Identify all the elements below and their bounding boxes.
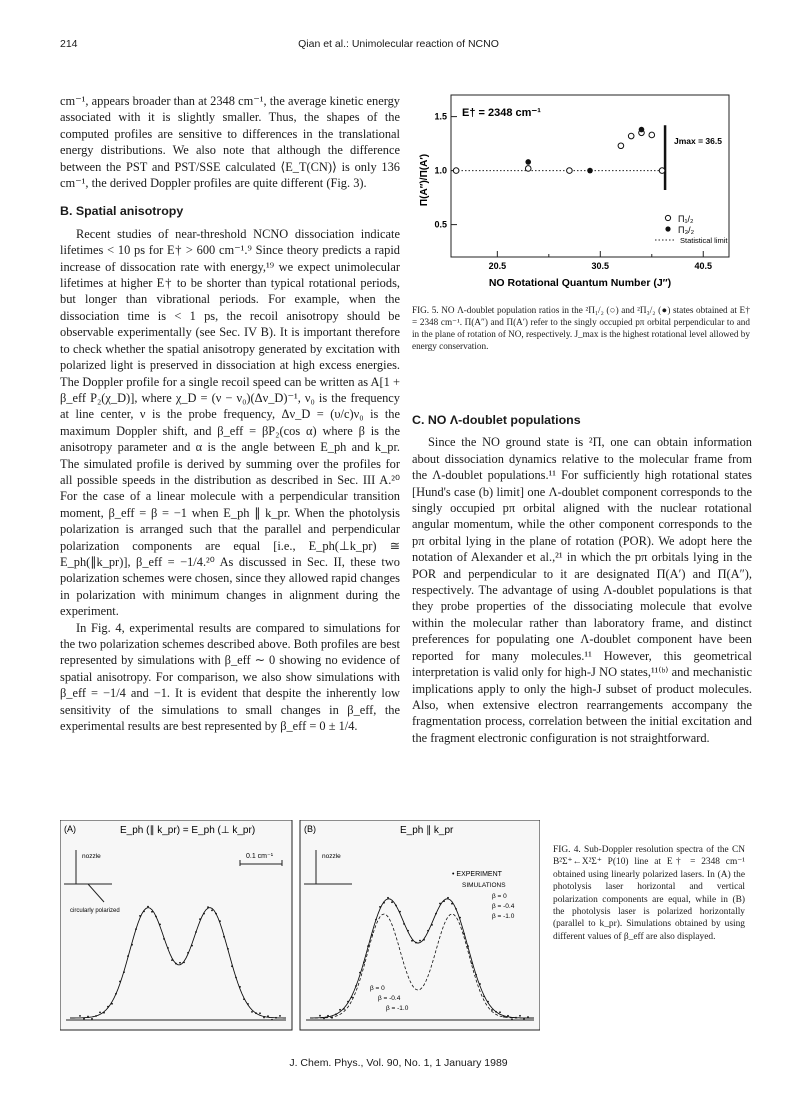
experiment-point — [259, 1012, 261, 1014]
experiment-point — [239, 986, 241, 988]
experiment-point — [483, 996, 485, 998]
experiment-point — [267, 1015, 269, 1017]
point-pi-3-2 — [587, 168, 593, 174]
point-pi-1-2 — [649, 132, 655, 138]
experiment-point — [319, 1015, 321, 1017]
experiment-point — [415, 942, 417, 944]
experiment-point — [163, 938, 165, 940]
experiment-point — [403, 923, 405, 925]
y-tick-label: 1.0 — [434, 165, 447, 176]
experiment-point — [451, 903, 453, 905]
experiment-point — [207, 906, 209, 908]
experiment-point — [83, 1018, 85, 1020]
figure-5-chart — [412, 92, 750, 302]
axes-ticks — [434, 112, 712, 271]
figure-4-caption: FIG. 4. Sub-Doppler resolution spectra of the CN B²Σ⁺←X²Σ⁺ P(10) line at E† = 2348 cm⁻¹ obtained using linearly polarized lasers. In (A) the photolysis laser horizontal and vertical polarization components are equal, while in (B) the photolysis laser is polarized horizontally (parallel to k_pr). Simulations obtained by using different values of β_eff are also displayed. — [553, 845, 745, 942]
point-pi-1-2 — [525, 166, 531, 172]
x-tick-label: 20.5 — [488, 261, 507, 271]
point-pi-1-2 — [628, 133, 634, 139]
experiment-point — [459, 917, 461, 919]
experiment-point — [171, 959, 173, 961]
experiment-point — [99, 1012, 101, 1014]
experiment-point — [447, 897, 449, 899]
experiment-point — [391, 901, 393, 903]
curve-label: β = 0 — [370, 985, 385, 992]
experiment-point — [339, 1009, 341, 1011]
page-number: 214 — [60, 38, 78, 50]
experiment-point — [367, 945, 369, 947]
nozzle-label: nozzle — [322, 853, 341, 860]
curve-label: β = -0.4 — [378, 995, 401, 1002]
experiment-point — [279, 1015, 281, 1017]
legend-label: Π₃/₂ — [678, 225, 695, 235]
x-axis-label: NO Rotational Quantum Number (J″) — [488, 277, 672, 289]
experiment-point — [227, 948, 229, 950]
paragraph: Recent studies of near-threshold NCNO dissociation indicate lifetimes < 10 ps for E† > 600 cm⁻¹.⁹ Since theory predicts a rapid increase of dissocation rate with energy,¹⁹ we expect unimolecular lifetimes at higher E† to be shorter than typical rotational periods, but longer than vibrational periods. For example, when the dissociation time is < 1 ps, the recoil anisotropy should be observable experimentally (see Sec. IV B). It is important therefore to check whether the spatial anisotropy generated by excitation with polarized light is preserved in dissociation at high excess energies. The Doppler profile for a single recoil speed can be written as A[1 + β_eff P₂(χ_D)], where χ_D = (ν − ν₀)(Δν_D)⁻¹, ν₀ is the frequency at line center, ν is the probe frequency, Δν_D = (υ/c)ν₀ is the maximum Doppler shift, and β_eff = βP₂(cos α) where β is the anisotropy parameter and α is the angle between E_ph and k_pr. The simulated profile is derived by summing over the profiles for all possible speeds in the distribution as described in Sec. III A.²⁰ For the case of a linear molecule with a perpendicular transition moment, β_eff = β = −1 when E_ph ∥ k_pr. When the photolysis polarization is arranged such that the parallel and perpendicular polarization components are equal [i.e., E_ph(⊥k_pr) ≅ E_ph(∥k_pr)], β_eff = −1/4.²⁰ As discussed in Sec. II, these two polarization schemes were chosen, since they allowed rapid changes in polarization with minimum changes in alignment during the experiment. — [60, 226, 400, 619]
experiment-point — [411, 940, 413, 942]
experiment-point — [119, 981, 121, 983]
experiment-point — [351, 997, 353, 999]
footer: J. Chem. Phys., Vol. 90, No. 1, 1 January 1989 — [289, 1057, 508, 1069]
point-pi-1-2 — [453, 168, 459, 174]
experiment-point — [435, 913, 437, 915]
experiment-point — [331, 1017, 333, 1019]
experiment-point — [439, 903, 441, 905]
experiment-point — [247, 1003, 249, 1005]
y-tick-label: 0.5 — [434, 219, 447, 230]
experiment-point — [419, 940, 421, 942]
experiment-point — [139, 915, 141, 917]
experiment-point — [431, 924, 433, 926]
experiment-point — [515, 1017, 517, 1019]
experiment-point — [143, 911, 145, 913]
polarization-label: circularly polarized — [70, 908, 120, 914]
experiment-point — [167, 947, 169, 949]
experiment-point — [495, 1011, 497, 1013]
experiment-point — [347, 1001, 349, 1003]
experiment-point — [127, 955, 129, 957]
experiment-point — [327, 1015, 329, 1017]
legend-label: Statistical limit — [680, 236, 728, 245]
legend-filled-marker — [665, 226, 670, 231]
experiment-point — [527, 1016, 529, 1018]
point-pi-3-2 — [639, 127, 645, 133]
panel-label: (A) — [64, 824, 76, 834]
experiment-point — [387, 897, 389, 899]
experiment-point — [499, 1011, 501, 1013]
x-tick-label: 30.5 — [591, 261, 610, 271]
scale-bar-label: 0.1 cm⁻¹ — [246, 853, 274, 860]
panel-label: (B) — [304, 824, 316, 834]
experiment-point — [275, 1017, 277, 1019]
legend-simulations: SIMULATIONS — [462, 882, 506, 889]
experiment-point — [375, 919, 377, 921]
data-points — [453, 127, 665, 174]
experiment-point — [507, 1015, 509, 1017]
paragraph: In Fig. 4, experimental results are compared to simulations for the two polarization schemes described above. Both profiles are best represented by simulations with β_eff ∼ 0 showing no evidence of spatial anisotropy. For comparison, we also show simulations with β_eff = −1/4 and −1. It is evident that despite the inherently low sensitivity of the simulations to small changes in β_eff, the experimental results are best represented by β_eff = 0 ± 1/4. — [60, 620, 400, 734]
experiment-point — [423, 939, 425, 941]
experiment-point — [335, 1013, 337, 1015]
experiment-point — [151, 911, 153, 913]
experiment-point — [95, 1015, 97, 1017]
experiment-point — [487, 1001, 489, 1003]
experiment-point — [183, 962, 185, 964]
experiment-point — [103, 1012, 105, 1014]
experiment-point — [463, 933, 465, 935]
experiment-point — [179, 962, 181, 964]
figure-4-spectra — [60, 820, 540, 1035]
paragraph: cm⁻¹, appears broader than at 2348 cm⁻¹, the average kinetic energy associated with it is slightly smaller. Thus, the shapes of the computed profiles are sensitive to differences in the translational energy distributions. We also note that although the difference between the PST and PST/SSE calculated ⟨E_T(CN)⟩ is only 136 cm⁻¹, the derived Doppler profiles are quite different (Fig. 3). — [60, 94, 400, 191]
experiment-point — [383, 902, 385, 904]
experiment-point — [491, 1009, 493, 1011]
experiment-point — [187, 952, 189, 954]
section-heading: B. Spatial anisotropy — [60, 204, 184, 219]
paragraph: Since the NO ground state is ²Π, one can obtain information about dissociation dynamics relative to the molecular frame from the Λ-doublet populations.¹¹ For sufficiently high rotational states [Hund's case (b) limit] one Λ-doublet component corresponds to the singly occupied pπ orbital aligned with the nuclear rotational angular momentum, while the other component corresponds to the pπ orbital lying in the plane of rotation (POR). We adopt here the notation of Alexander et al.,²¹ in which the pπ orbitals lying in the POR and perpendicular to it are designated Π(A′) and Π(A″), respectively. The advantage of using Λ-doublet populations is that they probe properties of the dissociating molecule that evolve within the molecular rather than laboratory frame, and distinct preferences for populating one Λ-doublet component have been reported for many molecules.¹¹ However, this geometrical interpretation is valid only for high-J NO states,¹¹⁽ᵇ⁾ and mechanistic implications apply to only the high-J subset of product molecules. Also, when extensive electron rearrangements accompany the fragmentation process, correlation between the initial excitation and the fragment electronic configuration is not straightforward. — [412, 435, 752, 745]
experiment-point — [147, 906, 149, 908]
panel-title: E_ph (∥ k_pr) = E_ph (⊥ k_pr) — [120, 825, 256, 836]
experiment-point — [219, 920, 221, 922]
experiment-point — [363, 962, 365, 964]
experiment-point — [123, 971, 125, 973]
running-head: Qian et al.: Unimolecular reaction of NCNO — [298, 38, 499, 50]
x-tick-label: 40.5 — [694, 261, 713, 271]
experiment-point — [215, 913, 217, 915]
experiment-point — [323, 1018, 325, 1020]
legend-label: Π₁/₂ — [678, 214, 694, 224]
experiment-point — [407, 930, 409, 932]
left-column — [60, 93, 400, 734]
experiment-point — [191, 945, 193, 947]
legend-item: β = 0 — [492, 893, 507, 900]
experiment-point — [175, 963, 177, 965]
legend-item: β = -1.0 — [492, 913, 515, 920]
experiment-point — [475, 974, 477, 976]
experiment-point — [199, 918, 201, 920]
experiment-point — [195, 931, 197, 933]
y-tick-label: 1.5 — [434, 111, 447, 122]
jmax-label: Jmax = 36.5 — [674, 136, 722, 146]
experiment-point — [379, 906, 381, 908]
legend-experiment: • EXPERIMENT — [452, 871, 502, 878]
point-pi-3-2 — [525, 159, 531, 165]
experiment-point — [479, 983, 481, 985]
experiment-point — [107, 1006, 109, 1008]
figure-5-caption: FIG. 5. NO Λ-doublet population ratios in the ²Π₁/₂ (○) and ²Π₃/₂ (●) states obtained at E† = 2348 cm⁻¹. Π(A″) and Π(A′) refer to the singly occupied pπ orbital perpendicular to and in the plane of rotation of NO, respectively. J_max is the highest rotational level allowed by energy conservation. — [412, 305, 750, 351]
nozzle-label: nozzle — [82, 853, 101, 860]
experiment-point — [371, 934, 373, 936]
experiment-point — [115, 993, 117, 995]
experiment-point — [467, 945, 469, 947]
experiment-point — [235, 977, 237, 979]
experiment-point — [231, 965, 233, 967]
y-axis-label: Π(A″)/Π(A′) — [419, 153, 430, 207]
experiment-point — [503, 1016, 505, 1018]
experiment-point — [135, 928, 137, 930]
experiment-point — [471, 963, 473, 965]
panel-b — [300, 820, 540, 1030]
right-column — [412, 412, 752, 746]
experiment-point — [111, 1003, 113, 1005]
experiment-point — [79, 1015, 81, 1017]
experiment-point — [355, 985, 357, 987]
experiment-point — [255, 1012, 257, 1014]
energy-label: E† = 2348 cm⁻¹ — [462, 107, 541, 119]
experiment-point — [427, 930, 429, 932]
section-heading: C. NO Λ-doublet populations — [412, 413, 581, 427]
experiment-point — [251, 1011, 253, 1013]
experiment-point — [399, 911, 401, 913]
point-pi-1-2 — [659, 168, 665, 174]
experiment-point — [203, 913, 205, 915]
experiment-point — [211, 910, 213, 912]
experiment-point — [223, 936, 225, 938]
experiment-point — [155, 916, 157, 918]
experiment-point — [519, 1015, 521, 1017]
experiment-point — [243, 998, 245, 1000]
experiment-point — [343, 1008, 345, 1010]
experiment-point — [359, 972, 361, 974]
point-pi-1-2 — [567, 168, 573, 174]
point-pi-1-2 — [618, 143, 624, 149]
experiment-point — [395, 905, 397, 907]
panel-title: E_ph ∥ k_pr — [400, 825, 454, 836]
legend-open-marker — [665, 215, 670, 220]
experiment-point — [159, 924, 161, 926]
experiment-point — [131, 944, 133, 946]
panel-a — [60, 820, 292, 1030]
legend-item: β = -0.4 — [492, 903, 515, 910]
curve-label: β = -1.0 — [386, 1005, 409, 1012]
experiment-point — [263, 1017, 265, 1019]
experiment-point — [87, 1016, 89, 1018]
legend — [655, 214, 728, 245]
experiment-point — [443, 900, 445, 902]
experiment-point — [455, 908, 457, 910]
